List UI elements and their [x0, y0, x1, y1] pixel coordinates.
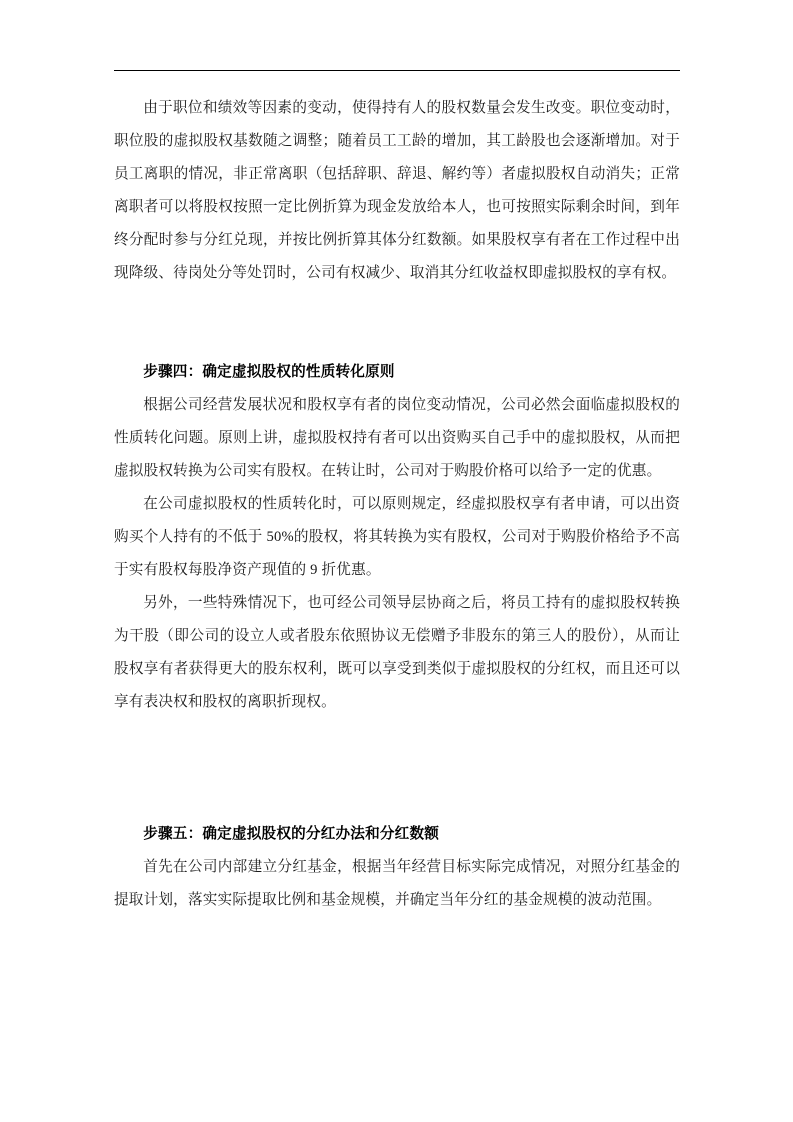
paragraph: 根据公司经营发展状况和股权享有者的岗位变动情况，公司必然会面临虚拟股权的性质转化问题。原则上讲，虚拟股权持有者可以出资购买自己手中的虚拟股权，从而把虚拟股权转换为公司实有股权。在转让时，公司对于购股价格可以给予一定的优惠。: [114, 397, 680, 479]
paragraph: 首先在公司内部建立分红基金，根据当年经营目标实际完成情况，对照分红基金的提取计划，落实实际提取比例和基金规模，并确定当年分红的基金规模的波动范围。: [114, 859, 680, 908]
paragraph: 在公司虚拟股权的性质转化时，可以原则规定，经虚拟股权享有者申请，可以出资购买个人持有的不低于 50%的股权，将其转换为实有股权，公司对于购股价格给予不高于实有股权每股净资产现值的 9 折优惠。: [114, 496, 680, 578]
section-heading-step-four: 步骤四：确定虚拟股权的性质转化原则: [143, 364, 395, 380]
header-divider: [114, 70, 680, 71]
document-body: [114, 92, 680, 917]
section-spacer: [114, 719, 680, 818]
section-spacer: [114, 290, 680, 356]
paragraph: 另外，一些特殊情况下，也可经公司领导层协商之后，将员工持有的虚拟股权转换为干股（即公司的设立人或者股东依照协议无偿赠予非股东的第三人的股份），从而让股权享有者获得更大的股东权利，既可以享受到类似于虚拟股权的分红权，而且还可以享有表决权和股权的离职折现权。: [114, 595, 680, 710]
section-heading-step-five: 步骤五：确定虚拟股权的分红办法和分红数额: [143, 826, 440, 842]
paragraph: 由于职位和绩效等因素的变动，使得持有人的股权数量会发生改变。职位变动时，职位股的虚拟股权基数随之调整；随着员工工龄的增加，其工龄股也会逐渐增加。对于员工离职的情况，非正常离职（包括辞职、辞退、解约等）者虚拟股权自动消失；正常离职者可以将股权按照一定比例折算为现金发放给本人，也可按照实际剩余时间，到年终分配时参与分红兑现，并按比例折算其体分红数额。如果股权享有者在工作过程中出现降级、待岗处分等处罚时，公司有权减少、取消其分红收益权即虚拟股权的享有权。: [114, 100, 680, 281]
